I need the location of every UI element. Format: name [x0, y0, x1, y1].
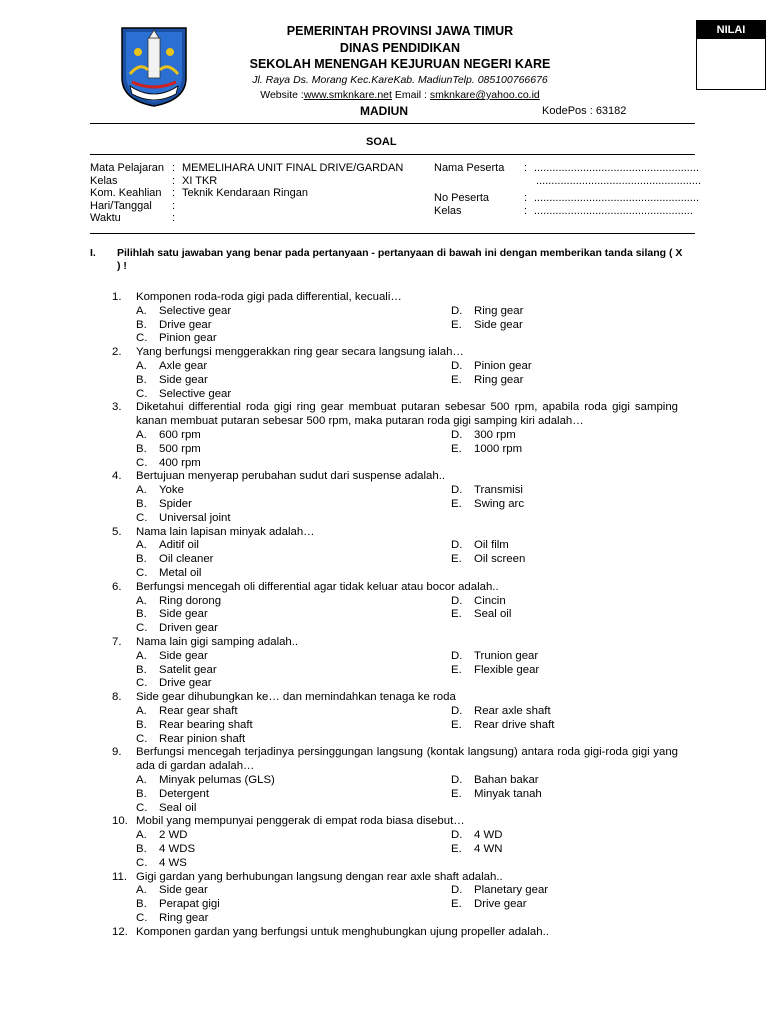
option-letter: A.: [136, 428, 147, 441]
option-text: Spider: [159, 497, 192, 510]
answer-option-e[interactable]: [451, 664, 539, 678]
info-row: [434, 175, 701, 192]
option-letter: E.: [451, 663, 462, 676]
info-row: Mata Pelajaran : MEMELIHARA UNIT FINAL DRIVE/GARDAN: [90, 162, 404, 174]
option-text: Minyak pelumas (GLS): [159, 773, 275, 786]
question-item: [112, 746, 678, 815]
option-text: Seal oil: [474, 608, 512, 621]
option-letter: C.: [136, 622, 148, 635]
option-letter: E.: [451, 442, 462, 455]
question-text: Mobil yang mempunyai penggerak di empat roda biasa disebut…: [136, 815, 465, 828]
question-item: [112, 346, 678, 401]
answer-option-e[interactable]: [451, 788, 542, 802]
answer-option-b[interactable]: [136, 443, 201, 457]
option-text: Rear gear shaft: [159, 704, 238, 717]
option-letter: E.: [451, 898, 462, 911]
question-text: Berfungsi mencegah terjadinya persinggungan langsung (kontak langsung) antara roda gigi-roda gigi yang ada di gardan adalah…: [136, 746, 678, 773]
option-letter: B.: [136, 318, 147, 331]
answer-option-e[interactable]: [451, 319, 523, 333]
question-item: [112, 401, 678, 470]
option-text: 600 rpm: [159, 428, 201, 441]
question-text: Gigi gardan yang berhubungan langsung dengan rear axle shaft adalah..: [136, 870, 503, 883]
option-text: Perapat gigi: [159, 898, 220, 911]
question-number: 1.: [112, 291, 122, 303]
answer-option-c[interactable]: [136, 733, 245, 747]
page-title: SOAL: [366, 136, 397, 148]
question-item: [112, 636, 678, 691]
exam-info-left: [90, 162, 403, 225]
answer-option-d[interactable]: [451, 539, 509, 553]
option-text: Aditif oil: [159, 539, 199, 552]
option-letter: B.: [136, 497, 147, 510]
header-postcode: KodePos : 63182: [542, 105, 627, 117]
option-text: Oil cleaner: [159, 553, 214, 566]
option-text: Transmisi: [474, 484, 523, 497]
option-text: 1000 rpm: [474, 442, 523, 455]
option-text: Side gear: [474, 318, 523, 331]
answer-option-c[interactable]: [136, 912, 208, 926]
option-letter: B.: [136, 663, 147, 676]
answer-options: [112, 595, 678, 636]
question-text: Komponen roda-roda gigi pada differential, kecuali…: [136, 291, 402, 303]
option-letter: C.: [136, 677, 148, 690]
question-stem: [112, 581, 678, 595]
info-value: MEMELIHARA UNIT FINAL DRIVE/GARDAN: [182, 162, 404, 174]
option-letter: A.: [136, 594, 147, 607]
answer-option-b[interactable]: [136, 374, 208, 388]
question-number: 12.: [112, 925, 128, 938]
answer-option-d[interactable]: [451, 595, 506, 609]
answer-option-a[interactable]: [136, 884, 208, 898]
option-letter: D.: [451, 773, 463, 786]
option-text: Satelit gear: [159, 663, 217, 676]
answer-option-a[interactable]: [136, 774, 275, 788]
answer-option-e[interactable]: [451, 374, 523, 388]
question-text: Diketahui differential roda gigi ring gear membuat putaran sebesar 500 rpm, apabila roda gigi samping kanan membuat putaran sebesar 500 rpm, maka putaran roda gigi samping kiri adalah…: [136, 401, 678, 428]
question-text: Nama lain lapisan minyak adalah…: [136, 525, 315, 538]
answer-option-d[interactable]: [451, 360, 532, 374]
option-letter: D.: [451, 304, 463, 317]
option-text: Driven gear: [159, 622, 218, 635]
question-number: 8.: [112, 691, 122, 704]
question-number: 2.: [112, 346, 122, 359]
option-text: Yoke: [159, 484, 184, 497]
answer-options: [112, 360, 678, 401]
option-text: Rear bearing shaft: [159, 718, 253, 731]
option-text: Rear axle shaft: [474, 704, 551, 717]
option-text: Drive gear: [159, 677, 212, 690]
info-row: Kelas : ....................................................: [434, 205, 693, 217]
option-letter: D.: [451, 829, 463, 842]
option-text: Detergent: [159, 787, 210, 800]
participant-number-field[interactable]: ......................................................: [534, 192, 700, 204]
header-government: PEMERINTAH PROVINSI JAWA TIMUR: [286, 24, 514, 38]
question-item: [112, 581, 678, 636]
info-label: Kelas: [90, 174, 118, 187]
answer-options: [112, 429, 678, 470]
option-text: Axle gear: [159, 359, 208, 372]
answer-option-e[interactable]: [451, 608, 511, 622]
option-text: Ring gear: [474, 373, 524, 386]
score-box: [696, 20, 766, 90]
option-letter: A.: [136, 884, 147, 897]
question-number: 4.: [112, 470, 122, 483]
option-letter: B.: [136, 787, 147, 800]
answer-option-c[interactable]: [136, 677, 212, 691]
option-text: Side gear: [159, 373, 208, 386]
answer-option-a[interactable]: [136, 650, 208, 664]
option-letter: C.: [136, 856, 148, 869]
answer-option-a[interactable]: [136, 429, 201, 443]
option-text: Metal oil: [159, 566, 202, 579]
answer-option-d[interactable]: [451, 650, 538, 664]
section-number: I.: [90, 247, 96, 259]
answer-option-a[interactable]: [136, 484, 184, 498]
option-letter: A.: [136, 539, 147, 552]
option-letter: C.: [136, 566, 148, 579]
info-label: Kom. Keahlian: [90, 187, 162, 199]
option-letter: D.: [451, 649, 463, 662]
option-text: Selective gear: [159, 304, 232, 317]
option-letter: C.: [136, 332, 148, 345]
option-text: Pinion gear: [474, 359, 532, 372]
answer-option-d[interactable]: [451, 305, 523, 319]
option-text: Rear pinion shaft: [159, 732, 246, 745]
option-letter: B.: [136, 718, 147, 731]
answer-option-b[interactable]: [136, 719, 253, 733]
answer-options: [112, 884, 678, 925]
option-text: Cincin: [474, 594, 506, 607]
option-letter: E.: [451, 497, 462, 510]
exam-info-right: [434, 162, 701, 218]
option-letter: E.: [451, 553, 462, 566]
info-value: XI TKR: [182, 174, 218, 187]
option-letter: A.: [136, 304, 147, 317]
option-text: 4 WD: [474, 829, 503, 842]
answer-option-e[interactable]: [451, 498, 524, 512]
question-item: [112, 871, 678, 926]
option-letter: C.: [136, 456, 148, 469]
option-text: 4 WDS: [159, 842, 196, 855]
answer-option-c[interactable]: [136, 512, 231, 526]
answer-option-b[interactable]: [136, 898, 220, 912]
option-text: Side gear: [159, 884, 208, 897]
question-stem: [112, 291, 678, 305]
question-item: [112, 526, 678, 581]
info-label: Hari/Tanggal: [90, 199, 152, 212]
option-letter: A.: [136, 359, 147, 372]
option-letter: E.: [451, 718, 462, 731]
info-row: No Peserta : ......................................................: [434, 192, 700, 204]
option-text: 2 WD: [159, 829, 188, 842]
option-letter: C.: [136, 511, 148, 524]
header-divider: [90, 123, 695, 124]
option-letter: D.: [451, 359, 463, 372]
answer-option-c[interactable]: [136, 802, 196, 816]
section-instruction: [90, 247, 690, 273]
option-text: Side gear: [159, 649, 208, 662]
website-label: Website :: [260, 89, 304, 101]
option-text: Ring gear: [159, 911, 209, 924]
answer-options: [112, 539, 678, 580]
option-letter: D.: [451, 704, 463, 717]
option-letter: E.: [451, 842, 462, 855]
email-label: Email :: [391, 89, 430, 101]
option-letter: D.: [451, 428, 463, 441]
option-text: 500 rpm: [159, 442, 201, 455]
answer-option-e[interactable]: [451, 553, 525, 567]
question-stem: [112, 691, 678, 705]
option-letter: C.: [136, 801, 148, 814]
question-stem: [112, 636, 678, 650]
question-text: Side gear dihubungkan ke… dan memindahkan tenaga ke roda: [136, 691, 456, 704]
info-row: Nama Peserta : ......................................................: [434, 162, 700, 174]
option-letter: C.: [136, 732, 148, 745]
info-divider: [90, 233, 695, 234]
answer-options: [112, 705, 678, 746]
answer-option-e[interactable]: [451, 898, 527, 912]
answer-option-d[interactable]: [451, 429, 516, 443]
option-letter: E.: [451, 787, 462, 800]
answer-options: [112, 484, 678, 525]
question-stem: [112, 746, 678, 774]
answer-option-b[interactable]: [136, 319, 212, 333]
answer-option-b[interactable]: [136, 664, 217, 678]
option-letter: A.: [136, 649, 147, 662]
info-label: Waktu: [90, 212, 121, 224]
question-number: 3.: [112, 401, 122, 414]
name-field[interactable]: ......................................................: [534, 162, 700, 174]
option-text: 400 rpm: [159, 456, 201, 469]
option-text: Drive gear: [159, 318, 212, 331]
answer-option-a[interactable]: [136, 705, 238, 719]
answer-options: [112, 774, 678, 815]
question-number: 5.: [112, 525, 122, 538]
option-letter: A.: [136, 829, 147, 842]
question-item: [112, 470, 678, 525]
question-number: 11.: [112, 870, 127, 883]
answer-option-a[interactable]: [136, 829, 187, 843]
info-label: Mata Pelajaran: [90, 162, 164, 174]
option-text: 4 WN: [474, 842, 503, 855]
option-text: Seal oil: [159, 801, 197, 814]
answer-option-d[interactable]: [451, 774, 539, 788]
answer-option-e[interactable]: [451, 443, 522, 457]
answer-option-a[interactable]: [136, 360, 207, 374]
option-text: Rear drive shaft: [474, 718, 555, 731]
question-item: [112, 926, 678, 940]
option-letter: D.: [451, 484, 463, 497]
question-number: 6.: [112, 580, 122, 593]
option-letter: D.: [451, 594, 463, 607]
option-text: Bahan bakar: [474, 773, 539, 786]
answer-option-c[interactable]: [136, 388, 231, 402]
header-department: DINAS PENDIDIKAN: [339, 41, 461, 55]
answer-option-d[interactable]: [451, 484, 523, 498]
question-text: Bertujuan menyerap perubahan sudut dari suspense adalah..: [136, 470, 446, 483]
answer-option-c[interactable]: [136, 622, 218, 636]
email-link[interactable]: smknkare@yahoo.co.id: [429, 89, 540, 101]
option-letter: A.: [136, 704, 147, 717]
option-text: Swing arc: [474, 497, 525, 510]
option-letter: B.: [136, 898, 147, 911]
question-stem: [112, 526, 678, 540]
answer-options: [112, 829, 678, 870]
answer-option-b[interactable]: [136, 498, 192, 512]
question-number: 10.: [112, 815, 128, 828]
option-text: Selective gear: [159, 387, 232, 400]
answer-option-d[interactable]: [451, 884, 548, 898]
option-letter: B.: [136, 608, 147, 621]
option-letter: A.: [136, 773, 147, 786]
instruction-text: Pilihlah satu jawaban yang benar pada pertanyaan - pertanyaan di bawah ini dengan memberikan tanda silang ( X ) !: [117, 247, 683, 272]
answer-options: [112, 650, 678, 691]
info-row: Kom. Keahlian : Teknik Kendaraan Ringan: [90, 187, 308, 199]
option-letter: D.: [451, 884, 463, 897]
answer-option-b[interactable]: [136, 843, 195, 857]
answer-option-e[interactable]: [451, 843, 502, 857]
option-text: 4 WS: [159, 856, 187, 869]
option-letter: B.: [136, 373, 147, 386]
info-label: No Peserta: [434, 192, 490, 204]
option-text: Universal joint: [159, 511, 231, 524]
option-text: Planetary gear: [474, 884, 549, 897]
answer-option-d[interactable]: [451, 705, 551, 719]
option-text: Trunion gear: [474, 649, 539, 662]
answer-option-a[interactable]: [136, 595, 221, 609]
answer-option-a[interactable]: [136, 305, 231, 319]
question-text: Komponen gardan yang berfungsi untuk menghubungkan ujung propeller adalah..: [136, 925, 549, 938]
option-text: Oil screen: [474, 553, 526, 566]
answer-option-b[interactable]: [136, 608, 208, 622]
class-field[interactable]: ....................................................: [534, 205, 693, 217]
question-text: Nama lain gigi samping adalah..: [136, 636, 299, 648]
answer-option-b[interactable]: [136, 788, 209, 802]
option-text: 300 rpm: [474, 428, 516, 441]
option-text: Ring dorong: [159, 594, 222, 607]
east-java-emblem-logo: [118, 22, 190, 108]
option-letter: C.: [136, 911, 148, 924]
header-city: MADIUN: [360, 104, 408, 118]
option-letter: A.: [136, 484, 147, 497]
question-stem: [112, 470, 678, 484]
option-letter: E.: [451, 318, 462, 331]
header-contact: [200, 89, 600, 101]
option-text: Oil film: [474, 539, 509, 552]
question-stem: [112, 926, 678, 940]
question-item: [112, 815, 678, 870]
question-text: Berfungsi mencegah oli differential agar tidak keluar atau bocor adalah..: [136, 580, 499, 593]
info-label: [434, 175, 536, 192]
info-label: Kelas: [434, 205, 462, 217]
answer-option-d[interactable]: [451, 829, 502, 843]
question-stem: [112, 871, 678, 885]
option-letter: E.: [451, 608, 462, 621]
question-number: 9.: [112, 746, 122, 759]
answer-option-c[interactable]: [136, 332, 217, 346]
answer-option-c[interactable]: [136, 857, 187, 871]
question-stem: [112, 401, 678, 429]
question-text: Yang berfungsi menggerakkan ring gear secara langsung ialah…: [136, 346, 464, 359]
option-letter: E.: [451, 373, 462, 386]
score-box-label: NILAI: [697, 21, 765, 39]
option-letter: B.: [136, 553, 147, 566]
info-row: Waktu :: [90, 212, 176, 224]
option-text: Pinion gear: [159, 332, 217, 345]
option-letter: D.: [451, 539, 463, 552]
answer-option-c[interactable]: [136, 567, 201, 581]
website-link[interactable]: www.smknkare.net: [303, 89, 392, 101]
info-row: Kelas : XI TKR: [90, 174, 218, 187]
answer-option-e[interactable]: [451, 719, 554, 733]
question-stem: [112, 346, 678, 360]
title-divider: [90, 154, 695, 155]
question-stem: [112, 815, 678, 829]
option-letter: B.: [136, 842, 147, 855]
name-field-cont[interactable]: ......................................................: [536, 175, 702, 187]
answer-option-b[interactable]: [136, 553, 213, 567]
option-text: Minyak tanah: [474, 787, 542, 800]
info-row: Hari/Tanggal :: [90, 199, 176, 212]
option-text: Flexible gear: [474, 663, 540, 676]
info-label: Nama Peserta: [434, 162, 505, 174]
question-number: 7.: [112, 636, 122, 648]
option-text: Side gear: [159, 608, 208, 621]
header-address: Jl. Raya Ds. Morang Kec.KareKab. MadiunTelp. 085100766676: [252, 74, 548, 86]
option-text: Ring gear: [474, 304, 524, 317]
question-item: [112, 291, 678, 346]
option-text: Drive gear: [474, 898, 527, 911]
option-letter: C.: [136, 387, 148, 400]
option-letter: B.: [136, 442, 147, 455]
answer-option-a[interactable]: [136, 539, 199, 553]
question-item: [112, 691, 678, 746]
info-value: Teknik Kendaraan Ringan: [182, 187, 308, 199]
answer-option-c[interactable]: [136, 457, 201, 471]
answer-options: [112, 305, 678, 346]
header-school-name: SEKOLAH MENENGAH KEJURUAN NEGERI KARE: [249, 57, 551, 71]
